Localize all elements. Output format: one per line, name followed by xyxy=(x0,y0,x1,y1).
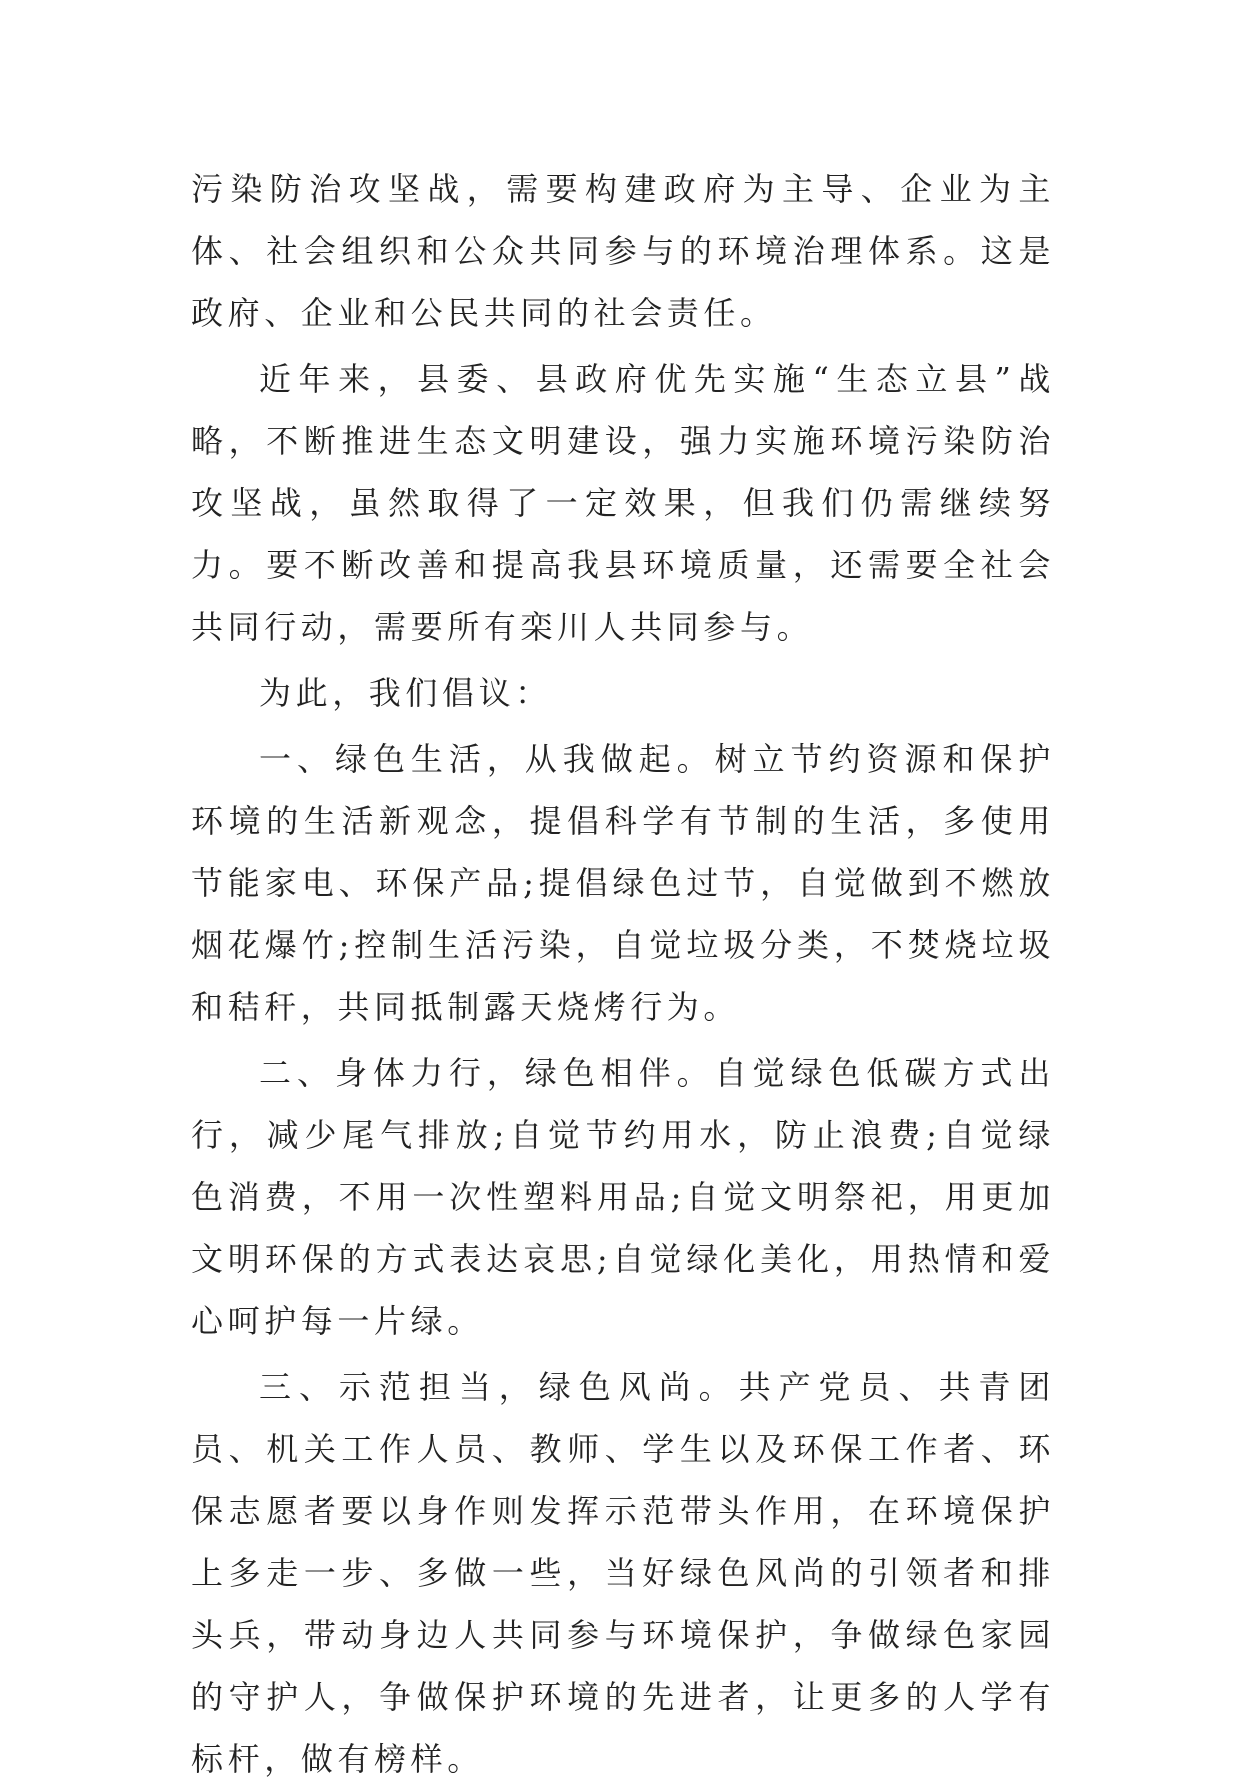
paragraph-proposal-2: 二、身体力行，绿色相伴。自觉绿色低碳方式出行，减少尾气排放;自觉节约用水，防止浪费;自觉绿色消费，不用一次性塑料用品;自觉文明祭祀，用更加文明环保的方式表达哀思;自觉绿化美化，用热情和爱心呵护每一片绿。 xyxy=(191,1054,1055,1340)
paragraph-proposal-intro: 为此，我们倡议： xyxy=(259,674,552,712)
paragraph-continuation: 污染防治攻坚战，需要构建政府为主导、企业为主体、社会组织和公众共同参与的环境治理体系。这是政府、企业和公民共同的社会责任。 xyxy=(191,170,1055,332)
paragraph-background: 近年来，县委、县政府优先实施“生态立县”战略，不断推进生态文明建设，强力实施环境污染防治攻坚战，虽然取得了一定效果，但我们仍需继续努力。要不断改善和提高我县环境质量，还需要全社会共同行动，需要所有栾川人共同参与。 xyxy=(191,360,1055,646)
paragraph-proposal-3: 三、示范担当，绿色风尚。共产党员、共青团员、机关工作人员、教师、学生以及环保工作者、环保志愿者要以身作则发挥示范带头作用，在环境保护上多走一步、多做一些，当好绿色风尚的引领者和排头兵，带动身边人共同参与环境保护，争做绿色家园的守护人，争做保护环境的先进者，让更多的人学有标杆，做有榜样。 xyxy=(191,1368,1055,1778)
document-body xyxy=(191,158,1055,1790)
paragraph-proposal-1: 一、绿色生活，从我做起。树立节约资源和保护环境的生活新观念，提倡科学有节制的生活，多使用节能家电、环保产品;提倡绿色过节，自觉做到不燃放烟花爆竹;控制生活污染，自觉垃圾分类，不焚烧垃圾和秸秆，共同抵制露天烧烤行为。 xyxy=(191,740,1055,1026)
